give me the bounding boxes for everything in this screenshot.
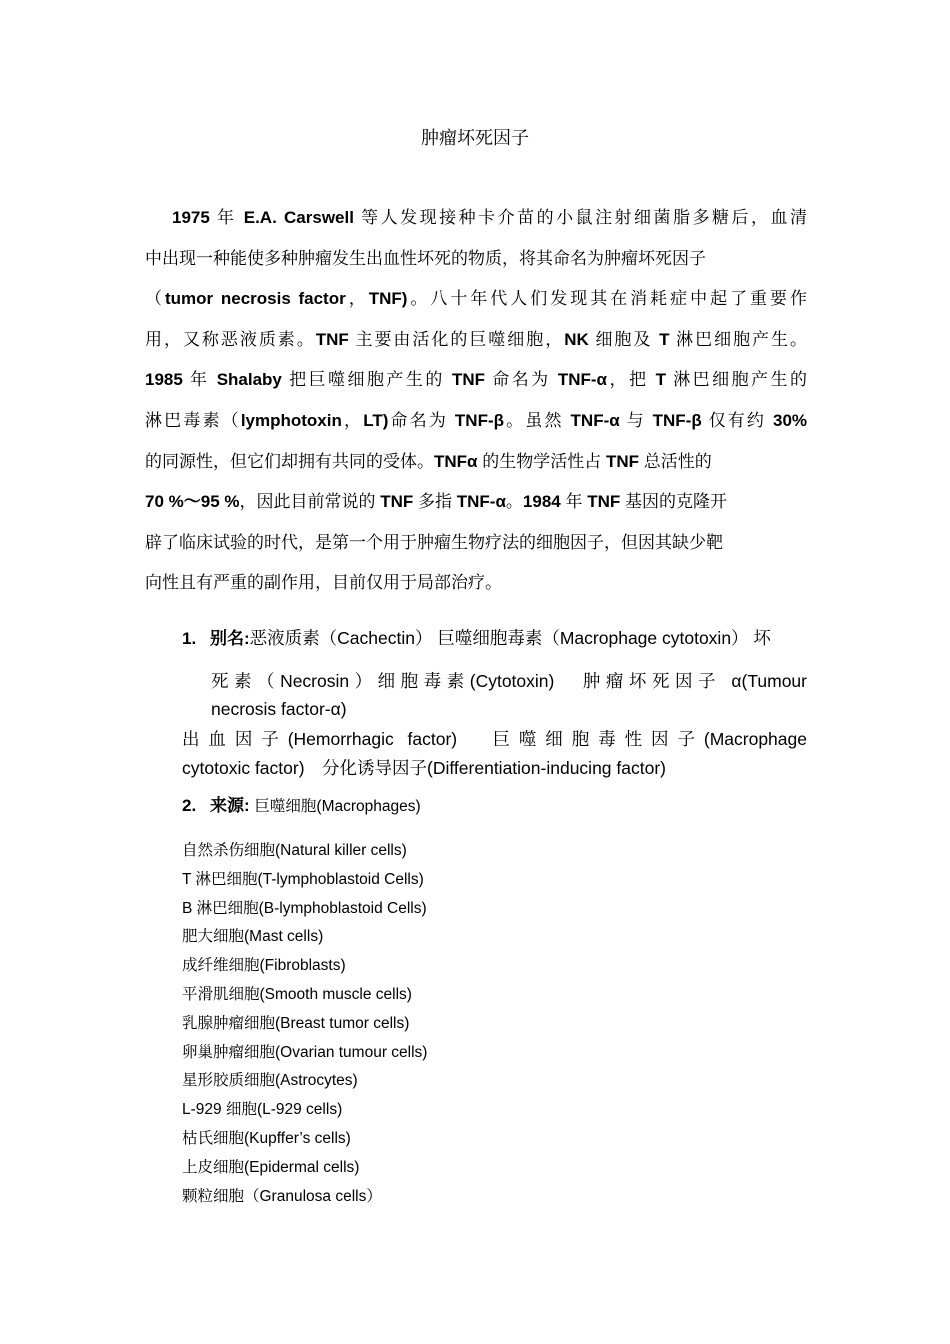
intro-text-run: 中出现一种能使多种肿瘤发生出血性坏死的物质，将其命名为肿瘤坏死因子 [145,248,706,268]
intro-line [145,523,807,564]
intro-text-run: 1985 [145,370,183,390]
intro-line [145,198,807,239]
source-item: 上皮细胞(Epidermal cells) [182,1158,360,1176]
intro-text-run: TNF [380,492,414,512]
intro-text-run: 基因的克隆开 [620,492,727,512]
intro-text-run: 淋巴细胞产生。 [669,329,807,349]
intro-text-run: 1984 [522,492,561,512]
intro-text-run: ， [341,410,364,430]
aliases-line-4: 出血因子(Hemorrhagic factor) 巨噬细胞毒性因子(Macrophage [182,729,807,749]
intro-text-run: TNFα [434,451,478,471]
intro-text-run: lymphotoxin [240,410,342,430]
intro-text-run: TNF [452,370,486,390]
intro-text-run: TNF-α [570,410,620,430]
intro-text-run: TNF [587,492,621,512]
intro-text-run: T [659,329,670,349]
sources-heading [182,791,421,816]
source-item: 平滑肌细胞(Smooth muscle cells) [182,986,412,1003]
intro-text-run: 的生物学活性占 [477,451,606,471]
intro-text-run: 年 [560,492,588,512]
intro-text-run: 命名为 [485,370,558,390]
intro-line [145,320,807,361]
source-item: 颗粒细胞（Granulosa cells） [182,1187,382,1205]
intro-line [145,239,807,280]
source-item: 星形胶质细胞(Astrocytes) [182,1072,358,1090]
intro-text-run: 淋巴毒素（ [145,410,241,430]
sources-number: 2. [182,796,197,815]
intro-line [145,360,807,401]
intro-text-run: 。 [505,492,523,512]
aliases-line-2: 死素（Necrosin）细胞毒素(Cytotoxin) 肿瘤坏死因子 α(Tumour [211,671,807,691]
intro-text-run: TNF) [368,289,408,309]
intro-text-run: 等人发现接种卡介苗的小鼠注射细菌脂多糖后，血清 [353,208,807,227]
intro-text-run: 年 [209,208,244,227]
intro-text-run: 主要由活化的巨噬细胞， [348,329,565,349]
intro-text-run: TNF-β [652,410,702,430]
intro-line [145,563,807,604]
source-item: 成纤维细胞(Fibroblasts) [182,957,346,975]
sources-label: 来源: [210,796,250,815]
aliases-line-5: cytotoxic factor) 分化诱导因子(Differentiation-inducing factor) [182,758,666,778]
intro-text-run: TNF-β [454,410,504,430]
intro-text-run: E.A. Carswell [243,208,354,227]
aliases-line-3: necrosis factor-α) [211,699,347,719]
intro-text-run: 细胞及 [588,329,660,349]
intro-text-run: 用，又称恶液质素。 [145,329,316,349]
intro-line [145,482,807,523]
intro-text-run: 30% [772,410,808,430]
source-item: 卵巢肿瘤细胞(Ovarian tumour cells) [182,1043,428,1061]
aliases-line-1: 恶液质素（Cachectin） 巨噬细胞毒素（Macrophage cytotoxin） 坏 [249,628,771,648]
intro-text-run: NK [564,329,589,349]
sources-first-item: 巨噬细胞(Macrophages) [254,798,421,815]
intro-text-run: 的同源性，但它们却拥有共同的受体。 [145,451,434,471]
source-item: 乳腺肿瘤细胞(Breast tumor cells) [182,1014,410,1032]
intro-text-run: TNF-α [456,492,506,512]
source-item: B 淋巴细胞(B-lymphoblastoid Cells) [182,899,427,917]
intro-text-run: 总活性的 [639,451,712,471]
intro-line [145,401,807,442]
intro-text-run: 多指 [413,492,457,512]
source-item: 自然杀伤细胞(Natural killer cells) [182,842,407,859]
page-title: 肿瘤坏死因子 [421,128,529,148]
intro-text-run: ，把 [607,370,656,390]
intro-text-run: 辟了临床试验的时代，是第一个用于肿瘤生物疗法的细胞因子，但因其缺少靶 [145,532,723,552]
intro-text-run: 。虽然 [504,410,571,430]
intro-text-run: ，因此目前常说的 [239,492,381,512]
source-item: L-929 细胞(L-929 cells) [182,1101,343,1119]
source-item: 枯氏细胞(Kupffer’s cells) [182,1130,351,1147]
intro-line [145,279,807,320]
intro-text-run: 命名为 [388,410,455,430]
aliases-label: 别名: [210,629,250,648]
intro-text-run: T [655,370,666,390]
intro-text-run: 与 [619,410,653,430]
intro-text-run: 1975 [172,208,210,227]
intro-text-run: Shalaby [216,370,282,390]
intro-text-run: LT) [363,410,389,430]
intro-text-run: TNF [605,451,639,471]
intro-text-run: 年 [182,370,217,390]
intro-text-run: ， [345,289,369,309]
intro-text-run: 把巨噬细胞产生的 [281,370,453,390]
source-item: T 淋巴细胞(T-lymphoblastoid Cells) [182,870,424,888]
intro-text-run: TNF-α [557,370,608,390]
intro-text-run: 70 %～95 % [145,492,240,512]
intro-text-run: 淋巴细胞产生的 [666,370,807,390]
intro-text-run: tumor necrosis factor [164,289,346,309]
intro-line [145,442,807,483]
intro-text-run: （ [145,289,165,309]
intro-text-run: 仅有约 [701,410,773,430]
aliases-number: 1. [182,629,197,648]
intro-text-run: 。八十年代人们发现其在消耗症中起了重要作 [407,289,808,309]
intro-text-run: 向性且有严重的副作用，目前仅用于局部治疗。 [145,573,502,593]
intro-text-run: TNF [315,329,349,349]
source-item: 肥大细胞(Mast cells) [182,928,324,946]
intro-paragraph [145,198,807,604]
aliases-heading [182,624,771,650]
